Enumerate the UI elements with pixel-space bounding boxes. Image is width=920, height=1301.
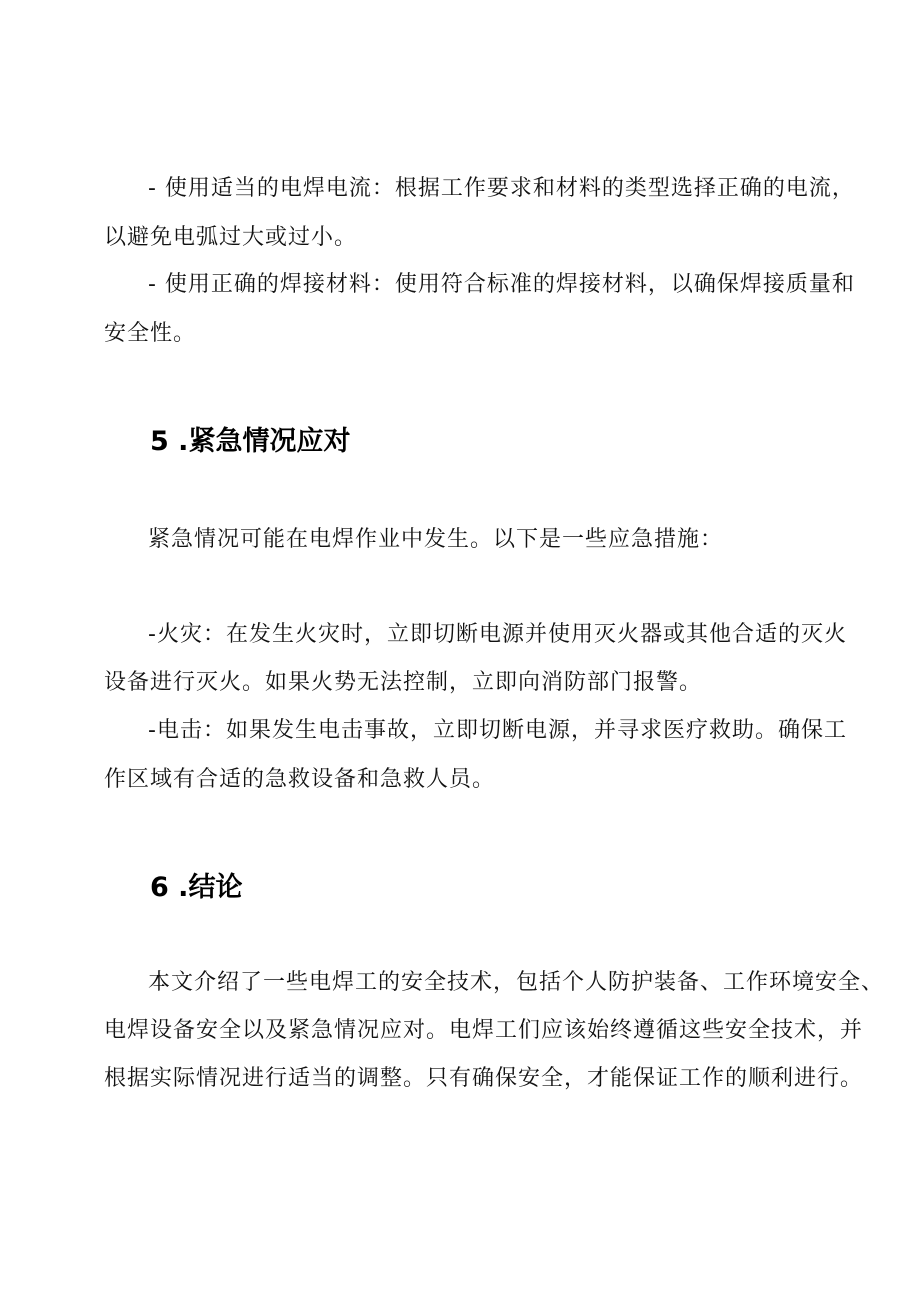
section-5-heading: 5 .紧急情况应对 — [150, 426, 351, 457]
bullet-fire-line-2: 设备进行灭火。如果火势无法控制，立即向消防部门报警。 — [104, 670, 703, 695]
conclusion-line-2: 电焊设备安全以及紧急情况应对。电焊工们应该始终遵循这些安全技术，并 — [104, 1018, 864, 1043]
bullet-welding-material-line-2: 安全性。 — [104, 321, 197, 346]
bullet-electric-shock-line-1: -电击：如果发生电击事故，立即切断电源，并寻求医疗救助。确保工 — [148, 718, 847, 743]
conclusion-line-1: 本文介绍了一些电焊工的安全技术，包括个人防护装备、工作环境安全、 — [148, 970, 885, 995]
bullet-welding-material-line-1: - 使用正确的焊接材料：使用符合标准的焊接材料，以确保焊接质量和 — [148, 272, 855, 297]
bullet-welding-current-line-2: 以避免电弧过大或过小。 — [104, 225, 358, 250]
bullet-fire-line-1: -火灾：在发生火灾时，立即切断电源并使用灭火器或其他合适的灭火 — [148, 622, 847, 647]
bullet-electric-shock-line-2: 作区域有合适的急救设备和急救人员。 — [104, 767, 496, 792]
section-5-intro: 紧急情况可能在电焊作业中发生。以下是一些应急措施： — [148, 527, 724, 552]
section-6-heading: 6 .结论 — [150, 872, 243, 903]
conclusion-line-3: 根据实际情况进行适当的调整。只有确保安全，才能保证工作的顺利进行。 — [104, 1066, 864, 1091]
bullet-welding-current-line-1: - 使用适当的电焊电流：根据工作要求和材料的类型选择正确的电流， — [148, 176, 855, 201]
